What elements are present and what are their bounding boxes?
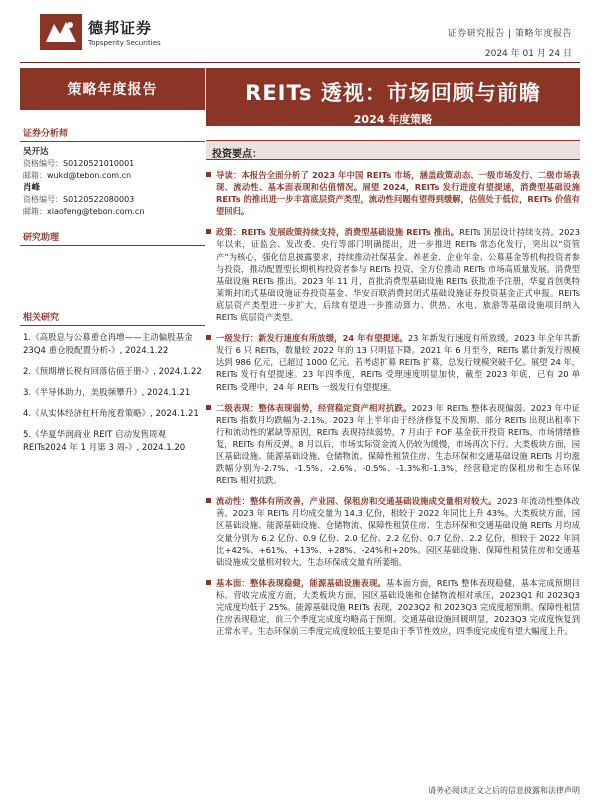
paragraph-body: 23 年新发行速度有所放缓，2023 年全年共新发行 6 只 REITs，数量较 2022 年的 13 只明显下降。2021 年 6 月至今，REITs 累计新发行规模达到 986 亿元，已超过 1000 亿元。若考虑扩募 REITs 扩募，总发行规模突破千亿。展望 24 年，REITs 发行有望提速。23 年四季度，REITs 受理速度明显加快，截至 2023 年底，已有 20 单 REITs 受理中，24 年 REITs 一级发行有望提速。 bbox=[216, 333, 580, 392]
paragraph-body: 2023 年流动性整体改善。2023 年 REITs 月均成交量为 14.3 亿份，相较于 2022 年同比上升 43%。大类板块方面，园区基础设施、能源基础设施、仓储物流、保障性租赁住房、生态环保和交通基础设施 REITs 月均成交量分别为 6.2 亿份、0.9 亿份、2.0 亿份、2.2 亿份、0.7 亿份、2.2 亿份，相较于 2022 年同比+42%、+61%、+13%、+28%、-24%和+20%。园区基础设施、保障性租赁住房和交通基础设施成交量相对较大，生态环保成交量有所萎缩。 bbox=[216, 496, 580, 567]
analyst-email[interactable]: xiaofeng@tebon.com.cn bbox=[47, 207, 145, 216]
policy-paragraph bbox=[206, 226, 580, 323]
primary-issuance-paragraph bbox=[206, 332, 580, 392]
analyst-heading: 证券分析师 bbox=[20, 124, 205, 142]
cert-label: 资格编号： bbox=[23, 195, 63, 204]
analyst-card bbox=[20, 142, 205, 218]
report-title: REITs 透视：市场回顾与前瞻 bbox=[245, 81, 541, 105]
square-bullet-icon bbox=[206, 172, 211, 177]
company-logo bbox=[40, 14, 161, 50]
related-research-item[interactable]: 3.《半导体助力，美股频攀升》, 2024.1.21 bbox=[23, 388, 191, 398]
square-bullet-icon bbox=[206, 405, 211, 410]
square-bullet-icon bbox=[206, 498, 211, 503]
assistant-heading: 研究助理 bbox=[20, 228, 205, 246]
paragraph-lead: 二级表现：整体表现弱势，经营稳定资产相对抗跌。 bbox=[216, 402, 412, 413]
fundamentals-paragraph bbox=[206, 577, 580, 637]
related-research-item[interactable]: 2.《预期增长税有回落估值于册-》, 2024.1.22 bbox=[23, 367, 202, 377]
paragraph-body: 基本面方面，REITs 整体表现稳健，基本完成预期目标。营收完成度方面，大类板块方面，园区基础设施和仓储物流相对承压，2023Q1 和 2023Q3 完成度均低于 25%。能源基础设施 REITs 表现，2023Q2 和 2023Q3 完成度超预期。保障性租赁住房表现稳定，前三个季度完成度均略高于预期。交通基础设施回暖明显，2023Q3 完成度恢复到正常水平。生态环保前三季度完成度较低主要是由于季节性效应，四季度完成度有望大幅度上升。 bbox=[216, 577, 580, 637]
tebon-logo-icon bbox=[40, 14, 82, 50]
paragraph-lead: 政策：REITs 发展政策持续支持，消费型基础设施 REITs 推出。 bbox=[216, 227, 460, 238]
analyst-name: 吴开达 bbox=[23, 147, 49, 157]
analyst-name: 肖峰 bbox=[23, 183, 41, 193]
report-date: 2024 年 01 月 24 日 bbox=[484, 49, 572, 59]
paragraph-lead: 基本面：整体表现稳健，能源基础设施表现。 bbox=[216, 577, 386, 588]
key-points-heading: 投资要点： bbox=[206, 140, 580, 160]
cert-number: S0120521010001 bbox=[63, 159, 135, 168]
related-research-list bbox=[20, 326, 205, 455]
cert-label: 资格编号： bbox=[23, 159, 63, 168]
logo-english-name: Topsperity Securities bbox=[88, 39, 161, 47]
logo-chinese-name: 德邦证券 bbox=[88, 19, 153, 37]
report-subtitle: 2024 年度策略 bbox=[353, 113, 433, 126]
legal-disclaimer: 请务必阅读正文之后的信息披露和法律声明 bbox=[428, 786, 580, 795]
report-type: 证券研究报告 | 策略年度报告 bbox=[447, 29, 572, 39]
paragraph-body: REITs 顶层设计持续支持。2023 年以来，证监会、发改委、央行等部门明确提出，进一步推进 REITs 常态化发行，突出以“资管产”为核心，强化信息披露要求，持续推动社保基金、养老金、企业年金、公募基金等机构投资者参与投资，推动配置型长期机构投资者参与 REITs 投资，全方位推动 REITs 市场高质量发展。消费型基础设施 REITs 推出。2023 年 11 月，首批消费型基础设施 REITs 获批准予注册，华夏首创奥特莱斯封闭式基础设施证券投资基金、华安百联消费封闭式基础设施证券投资基金正式申报。REITs 底层资产类型进一步扩大，后续有望进一步推动算力、供热、水电、旅游等基础设施项目纳入 REITs 底层资产类型。 bbox=[216, 227, 580, 323]
square-bullet-icon bbox=[206, 580, 211, 585]
summary-paragraph bbox=[206, 169, 580, 217]
title-banner bbox=[206, 68, 580, 126]
header-divider bbox=[20, 62, 580, 63]
liquidity-paragraph bbox=[206, 495, 580, 568]
main-content bbox=[206, 140, 580, 637]
related-research-item[interactable]: 5.《华夏华润商业 REIT 启动发售周观 REITs2024 年 1 月第 3 周-》, 2024.1.20 bbox=[23, 430, 186, 453]
report-category-banner: 策略年度报告 bbox=[20, 68, 205, 110]
analyst-email[interactable]: wukd@tebon.com.cn bbox=[47, 171, 132, 180]
related-research-item[interactable]: 1.《高股息与公募重仓再增——主动偏股基金 23Q4 重仓股配置分析-》, 2024.1.22 bbox=[23, 333, 193, 356]
paragraph-lead: 一级发行：新发行速度有所放缓，24 年有望提速。 bbox=[216, 333, 408, 344]
related-research-heading: 相关研究 bbox=[20, 308, 205, 326]
sidebar bbox=[20, 118, 205, 463]
square-bullet-icon bbox=[206, 335, 211, 340]
paragraph-lead: 流动性：整体有所改善，产业园、保租房和交通基础设施成交量相对较大。 bbox=[216, 496, 497, 507]
paragraph-body: 2023 年 REITs 整体表现偏弱。2023 年中证 REITs 指数月均跌幅为-2.1%。2023 年上半年由于经济修复不及预期、部分 REITs 出现出租率下行和流动性的紧缺等原因，REITs 表现持续弱势。7 月由于 FOF 基金获开投资 REITs，市场情绪修复，REITs 有所反弹。8 月以后，市场实际资金流入仍较为缓慢，市场再次下行。大类板块方面，园区基础设施、能源基础设施、仓储物流、保障性租赁住房、生态环保和交通基础设施 REITs 月均涨跌幅分别为-2.7%、-1.5%、-2.6%、-0.5%、-1.3%和-1.3%，经营稳定的保租房和生态环保 REITs 相对抗跌。 bbox=[216, 402, 580, 486]
secondary-market-paragraph bbox=[206, 402, 580, 487]
email-label: 邮箱： bbox=[23, 207, 47, 216]
assistant-spacer bbox=[20, 246, 205, 302]
related-research-item[interactable]: 4.《从实体经济杠杆角度看策略》, 2024.1.21 bbox=[23, 409, 199, 419]
cert-number: S0120522080003 bbox=[63, 195, 135, 204]
square-bullet-icon bbox=[206, 229, 211, 234]
paragraph-lead: 导读：本报告全面分析了 2023 年中国 REITs 市场，涵盖政策动态、一级市场发行、二级市场表现、流动性、基本面表现和估值情况。展望 2024，REITs 发行进度有望提速，消费型基础设施 REITs 的推出进一步丰富底层资产类型，流动性问题有望得到缓解，估值处于低位，REITs 价值有望回归。 bbox=[216, 170, 580, 217]
email-label: 邮箱： bbox=[23, 171, 47, 180]
